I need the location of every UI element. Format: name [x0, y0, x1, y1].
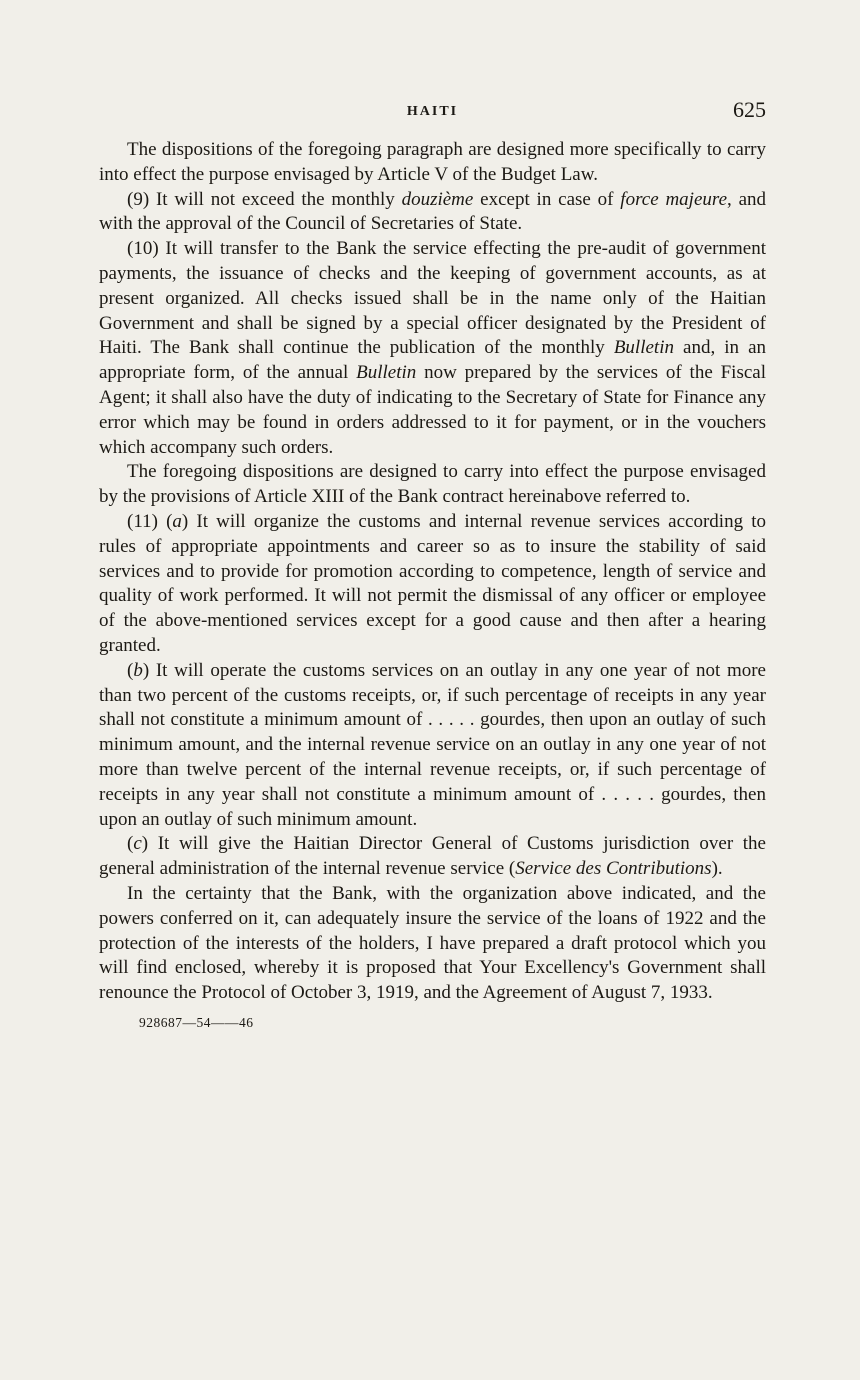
text-run: and, in an appropriate form, of the annual	[99, 337, 766, 384]
paragraph	[99, 659, 766, 833]
text-run: ) It will give the Haitian Director General of Customs jurisdiction over the general administration of the internal revenue service (	[99, 833, 766, 880]
text-run: (11) (	[127, 510, 173, 532]
text-run: ) It will organize the customs and internal revenue services according to rules of appropriate appointments and career so as to insure the stability of said services and to provide for promotion according to competence, length of service and quality of work performed. It will not permit the dismissal of any officer or employee of the above-mentioned services except for a good cause and then after a hearing granted.	[99, 510, 766, 656]
paragraph	[99, 237, 766, 460]
printers-mark: 928687—54——46	[139, 1014, 254, 1030]
italic-text: Bulletin	[613, 337, 674, 359]
paragraph	[99, 832, 766, 882]
page-body	[99, 138, 766, 1006]
paragraph	[99, 460, 766, 510]
text-run: except in case of	[473, 188, 621, 210]
paragraph	[99, 510, 766, 659]
text-run: (	[127, 659, 134, 681]
text-run: The foregoing dispositions are designed to carry into effect the purpose envisaged by the provisions of Article XIII of the Bank contract hereinabove referred to.	[99, 461, 766, 508]
text-run: now prepared by the services of the Fiscal Agent; it shall also have the duty of indicating to the Secretary of State for Finance any error which may be found in orders addressed to it for payment, or in the vouchers which accompany such orders.	[99, 362, 766, 458]
italic-text: a	[172, 510, 182, 532]
page-content	[99, 97, 766, 1031]
paragraph	[99, 188, 766, 238]
text-run: In the certainty that the Bank, with the organization above indicated, and the powers conferred on it, can adequately insure the service of the loans of 1922 and the protection of the interests of the holders, I have prepared a draft protocol which you will find enclosed, whereby it is proposed that Your Excellency's Government shall renounce the Protocol of October 3, 1919, and the Agreement of August 7, 1933.	[99, 882, 766, 1004]
page-number: 625	[733, 97, 766, 122]
italic-text: c	[133, 833, 142, 855]
text-run: (	[127, 833, 134, 855]
italic-text: Service des Contributions	[515, 858, 712, 880]
italic-text: douzième	[401, 188, 474, 210]
page-header	[99, 97, 766, 123]
paragraph	[99, 138, 766, 188]
text-run: The dispositions of the foregoing paragraph are designed more specifically to carry into effect the purpose envisaged by Article V of the Budget Law.	[99, 139, 766, 185]
paragraph	[99, 882, 766, 1006]
text-run: (10) It will transfer to the Bank the service effecting the pre-audit of government payments, the issuance of checks and the keeping of government accounts, as at present organized. All checks issued shall be in the name only of the Haitian Government and shall be signed by a special officer designated by the President of Haiti. The Bank shall continue the publication of the monthly	[99, 238, 766, 359]
text-run: ).	[711, 858, 723, 880]
italic-text: force majeure	[620, 188, 727, 210]
italic-text: Bulletin	[356, 362, 417, 384]
text-run: ) It will operate the customs services on an outlay in any one year of not more than two percent of the customs receipts, or, if such percentage of receipts in any year shall not constitute a minimum amount of . . . . . gourdes, then upon an outlay of such minimum amount, and the internal revenue service on an outlay in any one year of not more than twelve percent of the internal revenue receipts, or, if such percentage of receipts in any year shall not constitute a minimum amount of . . . . . gourdes, then upon an outlay of such minimum amount.	[99, 659, 766, 830]
text-run: , and with the approval of the Council of Secretaries of State.	[99, 188, 766, 235]
running-title: HAITI	[406, 104, 459, 119]
italic-text: b	[133, 659, 143, 681]
text-run: (9) It will not exceed the monthly	[127, 188, 402, 210]
